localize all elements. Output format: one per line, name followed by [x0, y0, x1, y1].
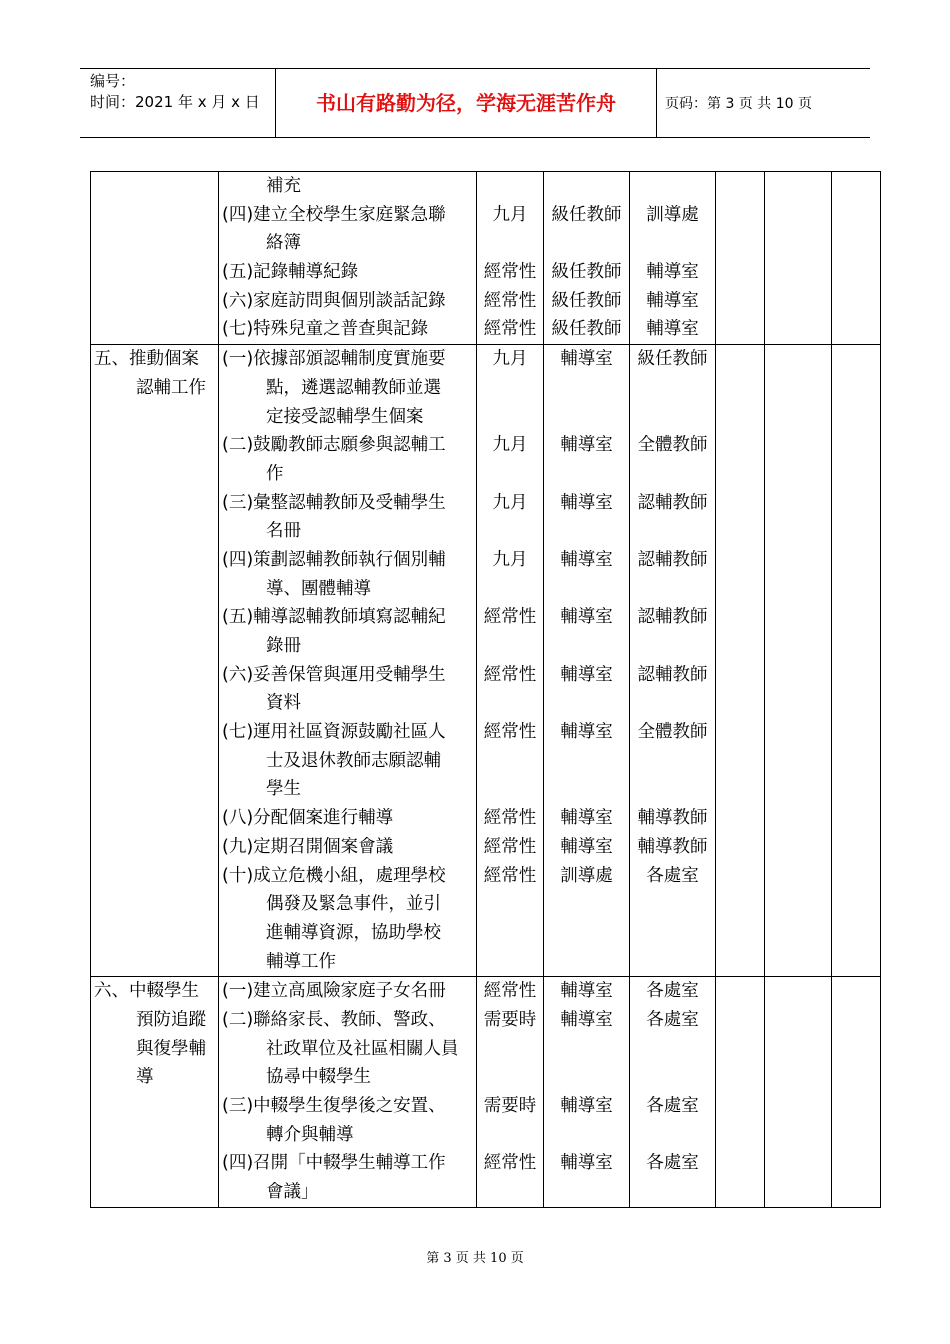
item-lead-unit: 輔導室	[560, 1009, 613, 1030]
spacer	[544, 775, 629, 804]
item-lead-unit: 輔導室	[560, 664, 613, 685]
empty-cell	[765, 977, 832, 1208]
time-cell	[477, 977, 544, 1208]
spacer	[630, 1063, 715, 1092]
spacer	[544, 460, 629, 489]
item-time: 九月	[492, 349, 528, 370]
work-item-line: (三)中輟學生復學後之安置、	[222, 1096, 446, 1116]
item-lead-unit: 輔導室	[560, 981, 613, 1002]
spacer	[544, 919, 629, 948]
spacer	[630, 632, 715, 661]
spacer	[544, 172, 629, 201]
spacer	[544, 403, 629, 432]
empty-cell	[832, 172, 881, 345]
work-item-line: 點，遴選認輔教師並選	[266, 377, 441, 398]
item-lead-unit: 級任教師	[551, 204, 622, 225]
item-assist-unit: 各處室	[646, 1096, 699, 1116]
item-assist-unit: 級任教師	[637, 349, 708, 370]
spacer	[630, 919, 715, 948]
spacer	[477, 575, 543, 604]
spacer	[544, 229, 629, 258]
item-assist-unit: 認輔教師	[637, 664, 708, 685]
item-assist-unit: 輔導教師	[637, 836, 708, 857]
work-item-line: (六)妥善保管與運用受輔學生	[222, 664, 446, 685]
work-item-line: (一)依據部頒認輔制度實施要	[222, 349, 446, 370]
section-title-cell	[91, 977, 219, 1208]
item-assist-unit: 訓導處	[646, 204, 699, 225]
item-cell	[219, 345, 477, 977]
spacer	[477, 632, 543, 661]
section-title-line: 六、中輟學生	[94, 981, 199, 1002]
spacer	[477, 229, 543, 258]
item-assist-unit: 各處室	[646, 865, 699, 886]
time-cell	[477, 172, 544, 345]
work-item-line: (七)特殊兒童之普查與記錄	[222, 319, 429, 340]
spacer	[544, 1121, 629, 1150]
spacer	[630, 890, 715, 919]
item-lead-unit: 輔導室	[560, 492, 613, 513]
spacer	[630, 403, 715, 432]
spacer	[544, 575, 629, 604]
work-item-line: (一)建立高風險家庭子女名冊	[222, 981, 446, 1002]
section-title-line: 導	[136, 1067, 154, 1088]
work-item-line: (四)召開「中輟學生輔導工作	[222, 1153, 446, 1174]
item-assist-unit: 各處室	[646, 981, 699, 1002]
item-assist-unit: 認輔教師	[637, 607, 708, 628]
section-row	[91, 345, 882, 977]
item-lead-unit: 輔導室	[560, 1153, 613, 1174]
section-row	[91, 977, 882, 1208]
spacer	[630, 948, 715, 977]
item-assist-unit: 輔導室	[646, 262, 699, 283]
item-lead-unit: 級任教師	[551, 262, 622, 283]
spacer	[544, 1063, 629, 1092]
lead-unit-cell	[544, 977, 630, 1208]
item-time: 經常性	[483, 808, 537, 829]
work-item-line: 學生	[266, 779, 301, 800]
work-item-line: (六)家庭訪問與個別談話記錄	[222, 290, 446, 311]
item-time: 經常性	[483, 1153, 537, 1174]
work-item-line: 作	[266, 463, 284, 484]
item-lead-unit: 輔導室	[560, 435, 613, 456]
work-item-line: 資料	[266, 693, 301, 714]
spacer	[477, 1178, 543, 1207]
section-title-line: 與復學輔	[136, 1038, 206, 1059]
spacer	[477, 460, 543, 489]
item-lead-unit: 輔導室	[560, 722, 613, 743]
section-row	[91, 172, 882, 345]
item-lead-unit: 輔導室	[560, 607, 613, 628]
item-assist-unit: 各處室	[646, 1009, 699, 1030]
item-lead-unit: 輔導室	[560, 349, 613, 370]
item-time: 九月	[492, 435, 528, 456]
work-item-line: (五)輔導認輔教師填寫認輔紀	[222, 607, 446, 628]
work-item-line: (十)成立危機小組，處理學校	[222, 865, 446, 886]
header-meta	[90, 71, 260, 113]
work-item-line: 協尋中輟學生	[266, 1067, 371, 1088]
spacer	[544, 689, 629, 718]
work-item-line: 名冊	[266, 521, 301, 542]
item-time: 經常性	[483, 262, 537, 283]
item-lead-unit: 輔導室	[560, 1096, 613, 1116]
spacer	[477, 948, 543, 977]
item-assist-unit: 認輔教師	[637, 549, 708, 570]
header-divider	[656, 69, 657, 137]
spacer	[630, 747, 715, 776]
section-title-line: 預防追蹤	[136, 1009, 206, 1030]
item-lead-unit: 級任教師	[551, 319, 622, 340]
item-time: 經常性	[483, 722, 537, 743]
work-item-line: 導、團體輔導	[266, 578, 371, 599]
spacer	[544, 1035, 629, 1064]
section-title-cell	[91, 345, 219, 977]
work-item-line: 絡簿	[266, 233, 301, 254]
header-number-label: 编号：	[90, 72, 136, 90]
work-item-line: 補充	[266, 176, 301, 196]
item-lead-unit: 訓導處	[560, 865, 613, 886]
item-assist-unit: 全體教師	[637, 435, 708, 456]
spacer	[477, 1121, 543, 1150]
header-motto: 书山有路勤为径，学海无涯苦作舟	[316, 91, 616, 115]
spacer	[477, 919, 543, 948]
assist-unit-cell	[630, 172, 716, 345]
spacer	[630, 689, 715, 718]
item-assist-unit: 輔導室	[646, 290, 699, 311]
section-title-line: 認輔工作	[136, 377, 206, 398]
section-title-line: 五、推動個案	[94, 349, 199, 370]
spacer	[477, 1063, 543, 1092]
item-time: 經常性	[483, 836, 537, 857]
item-cell	[219, 977, 477, 1208]
spacer	[630, 1035, 715, 1064]
lead-unit-cell	[544, 172, 630, 345]
work-item-line: (八)分配個案進行輔導	[222, 808, 394, 829]
spacer	[630, 575, 715, 604]
spacer	[477, 890, 543, 919]
work-item-line: 偶發及緊急事件，並引	[266, 894, 441, 915]
time-cell	[477, 345, 544, 977]
item-time: 經常性	[483, 290, 537, 311]
work-item-line: 會議」	[266, 1182, 319, 1203]
work-item-line: 輔導工作	[266, 951, 336, 972]
work-item-line: 社政單位及社區相關人員	[266, 1038, 459, 1059]
empty-cell	[716, 172, 765, 345]
spacer	[544, 948, 629, 977]
work-item-line: 進輔導資源，協助學校	[266, 922, 441, 943]
item-time: 九月	[492, 204, 528, 225]
work-item-line: 轉介與輔導	[266, 1124, 354, 1145]
page-footer: 第 3 页 共 10 页	[426, 1251, 524, 1266]
item-time: 經常性	[483, 664, 537, 685]
spacer	[544, 890, 629, 919]
spacer	[630, 229, 715, 258]
item-time: 經常性	[483, 981, 537, 1002]
spacer	[630, 775, 715, 804]
spacer	[477, 403, 543, 432]
item-lead-unit: 輔導室	[560, 808, 613, 829]
empty-cell	[881, 977, 882, 1208]
spacer	[477, 517, 543, 546]
work-item-line: 錄冊	[266, 636, 301, 656]
work-item-line: 定接受認輔學生個案	[266, 406, 424, 427]
item-assist-unit: 輔導室	[646, 319, 699, 340]
spacer	[544, 1178, 629, 1207]
work-item-line: (四)建立全校學生家庭緊急聯	[222, 204, 446, 225]
empty-cell	[716, 345, 765, 977]
spacer	[544, 374, 629, 403]
item-time: 經常性	[483, 319, 537, 340]
header-time-label: 时间：2021 年 x 月 x 日	[90, 93, 260, 111]
spacer	[630, 517, 715, 546]
item-time: 需要時	[483, 1096, 537, 1116]
spacer	[477, 747, 543, 776]
assist-unit-cell	[630, 345, 716, 977]
spacer	[477, 374, 543, 403]
item-time: 經常性	[483, 607, 537, 628]
spacer	[630, 1178, 715, 1207]
item-time: 九月	[492, 492, 528, 513]
header-page-info: 页码：第 3 页 共 10 页	[665, 96, 812, 112]
item-time: 九月	[492, 549, 528, 570]
work-item-line: (五)記錄輔導紀錄	[222, 262, 359, 283]
work-item-line: 士及退休教師志願認輔	[266, 750, 441, 771]
spacer	[544, 517, 629, 546]
item-assist-unit: 各處室	[646, 1153, 699, 1174]
item-time: 經常性	[483, 865, 537, 886]
item-lead-unit: 級任教師	[551, 290, 622, 311]
empty-cell	[765, 172, 832, 345]
empty-cell	[881, 172, 882, 345]
empty-cell	[832, 345, 881, 977]
item-assist-unit: 全體教師	[637, 722, 708, 743]
section-title-cell	[91, 172, 219, 345]
work-item-line: (七)運用社區資源鼓勵社區人	[222, 722, 446, 743]
item-lead-unit: 輔導室	[560, 836, 613, 857]
work-item-line: (二)鼓勵教師志願參與認輔工	[222, 435, 446, 456]
spacer	[544, 747, 629, 776]
work-item-line: (九)定期召開個案會議	[222, 836, 394, 857]
spacer	[630, 374, 715, 403]
spacer	[630, 1121, 715, 1150]
spacer	[477, 775, 543, 804]
work-item-line: (三)彙整認輔教師及受輔學生	[222, 492, 446, 513]
spacer	[477, 1035, 543, 1064]
assist-unit-cell	[630, 977, 716, 1208]
spacer	[477, 689, 543, 718]
spacer	[544, 632, 629, 661]
empty-cell	[716, 977, 765, 1208]
spacer	[630, 172, 715, 201]
page-header	[80, 68, 870, 138]
work-item-line: (二)聯絡家長、教師、警政、	[222, 1009, 446, 1030]
work-item-line: (四)策劃認輔教師執行個別輔	[222, 549, 446, 570]
item-assist-unit: 輔導教師	[637, 808, 708, 829]
item-time: 需要時	[483, 1009, 537, 1030]
empty-cell	[881, 345, 882, 977]
empty-cell	[765, 345, 832, 977]
item-cell	[219, 172, 477, 345]
empty-cell	[832, 977, 881, 1208]
item-lead-unit: 輔導室	[560, 549, 613, 570]
spacer	[630, 460, 715, 489]
lead-unit-cell	[544, 345, 630, 977]
work-plan-table	[90, 171, 882, 1208]
item-assist-unit: 認輔教師	[637, 492, 708, 513]
spacer	[477, 172, 543, 201]
